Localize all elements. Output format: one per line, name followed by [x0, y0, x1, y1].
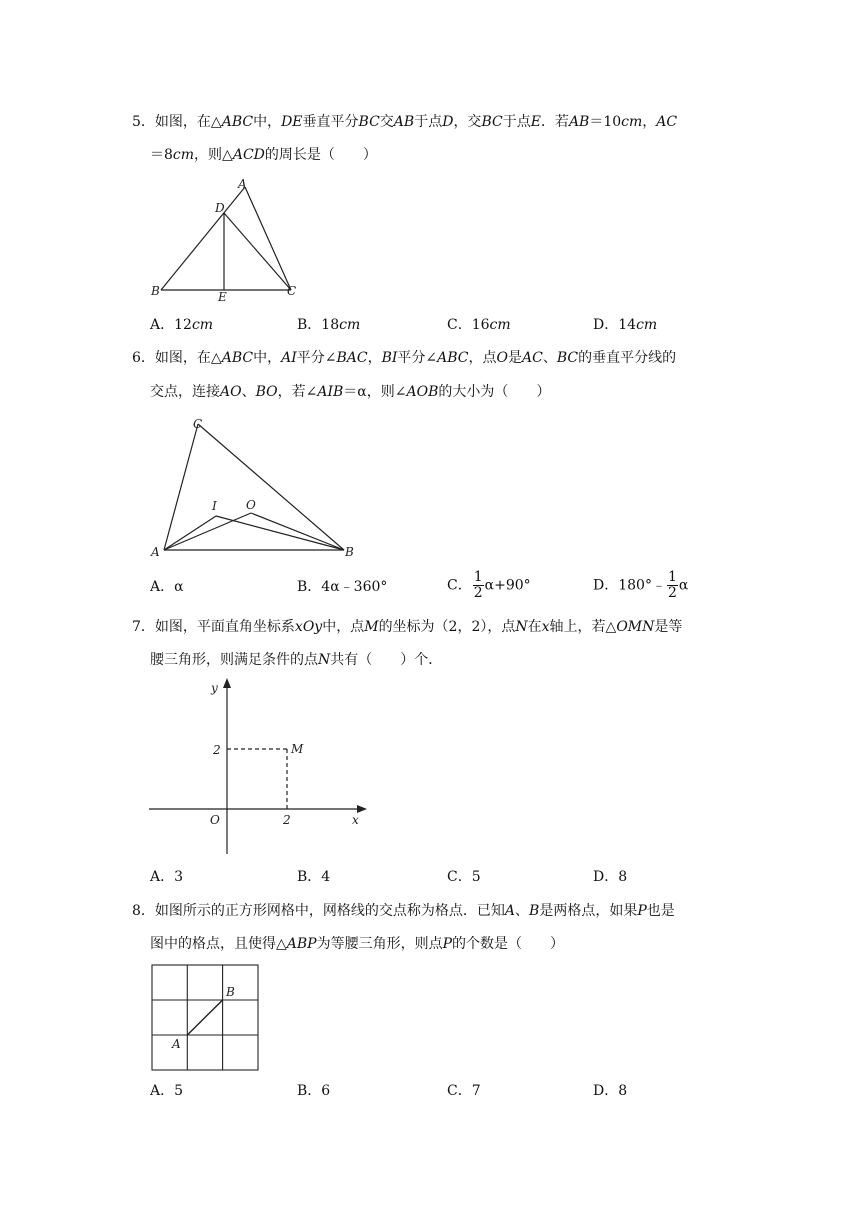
q6-line2	[150, 382, 550, 402]
q5-option-b[interactable]: B．18cm	[297, 317, 361, 333]
q8-options	[150, 1081, 710, 1101]
q6-option-d-fraction: $\frac{1}{2}$	[667, 569, 677, 601]
q7-label-M: M	[291, 742, 304, 756]
q7-label-2-y: 2	[213, 743, 221, 757]
q7-label-O: O	[210, 813, 220, 827]
q5-text-line2: ＝8cm，则△ACD的周长是（ ）	[150, 147, 377, 163]
q8-text-line1: 如图所示的正方形网格中，网格线的交点称为格点．已知A、B是两格点，如果P也是	[154, 903, 675, 919]
q5-options	[150, 315, 710, 335]
q5-label-D: D	[215, 201, 225, 215]
q6-option-b[interactable]: B．4α﹣360°	[297, 579, 388, 595]
q8-text-line2: 图中的格点，且使得△ABP为等腰三角形，则点P的个数是（ ）	[150, 936, 565, 952]
q8-label-A: A	[172, 1037, 181, 1051]
q7-line2	[150, 650, 442, 670]
q8-line1	[132, 901, 675, 921]
q6-option-d[interactable]: D．180°﹣ $\frac{1}{2}$ α	[593, 569, 689, 601]
q6-label-A: A	[151, 545, 160, 559]
q7-text-line1: 如图，平面直角坐标系xOy中，点M的坐标为（2，2），点N在x轴上，若△OMN是等	[154, 619, 683, 635]
q6-figure	[148, 408, 368, 563]
q6-option-c[interactable]: C． $\frac{1}{2}$ α+90°	[447, 569, 531, 601]
q7-label-2-x: 2	[283, 813, 291, 827]
q7-options	[150, 867, 710, 887]
q7-figure	[145, 678, 375, 858]
q8-option-c[interactable]: C．7	[447, 1083, 481, 1099]
q7-option-d[interactable]: D．8	[593, 869, 628, 885]
q5-figure	[145, 175, 305, 305]
q6-option-a[interactable]: A．α	[150, 579, 184, 595]
q7-label-x: x	[352, 813, 359, 827]
q7-text-line2: 腰三角形，则满足条件的点N共有（ ）个．	[150, 652, 443, 668]
q5-text-line1: 如图，在△ABC中，DE垂直平分BC交AB于点D，交BC于点E．若AB＝10cm，AC	[154, 114, 678, 130]
q6-options	[150, 569, 710, 601]
q6-option-c-fraction: $\frac{1}{2}$	[473, 569, 483, 601]
q5-option-c[interactable]: C．16cm	[447, 317, 511, 333]
q7-option-b[interactable]: B．4	[297, 869, 331, 885]
q7-number: 7．	[132, 619, 155, 635]
q5-number: 5．	[132, 114, 155, 130]
q7-option-c[interactable]: C．5	[447, 869, 481, 885]
q5-line2	[150, 145, 377, 165]
q8-line2	[150, 934, 564, 954]
q6-number: 6．	[132, 350, 155, 366]
q6-text-line2: 交点，连接AO、BO，若∠AIB＝α，则∠AOB的大小为（ ）	[150, 384, 551, 400]
q5-line1	[132, 112, 677, 132]
q6-label-I: I	[212, 499, 217, 513]
q6-label-B: B	[345, 545, 354, 559]
q5-label-C: C	[287, 284, 297, 298]
q8-option-d[interactable]: D．8	[593, 1083, 628, 1099]
q8-option-a[interactable]: A．5	[150, 1083, 184, 1099]
q5-label-A: A	[238, 177, 247, 191]
q5-label-E: E	[218, 290, 227, 304]
q8-figure	[150, 963, 262, 1073]
q6-label-O: O	[246, 498, 256, 512]
q8-label-B: B	[226, 985, 235, 999]
q7-label-y: y	[211, 681, 218, 695]
q5-option-d[interactable]: D．14cm	[593, 317, 658, 333]
q8-option-b[interactable]: B．6	[297, 1083, 331, 1099]
q6-label-C: C	[193, 417, 203, 431]
q5-option-a[interactable]: A．12cm	[150, 317, 214, 333]
q6-line1	[132, 348, 676, 368]
q7-option-a[interactable]: A．3	[150, 869, 184, 885]
q8-number: 8．	[132, 903, 155, 919]
q5-label-B: B	[151, 284, 160, 298]
q7-line1	[132, 617, 682, 637]
q6-text-line1: 如图，在△ABC中，AI平分∠BAC，BI平分∠ABC，点O是AC、BC的垂直平分线的	[154, 350, 677, 366]
